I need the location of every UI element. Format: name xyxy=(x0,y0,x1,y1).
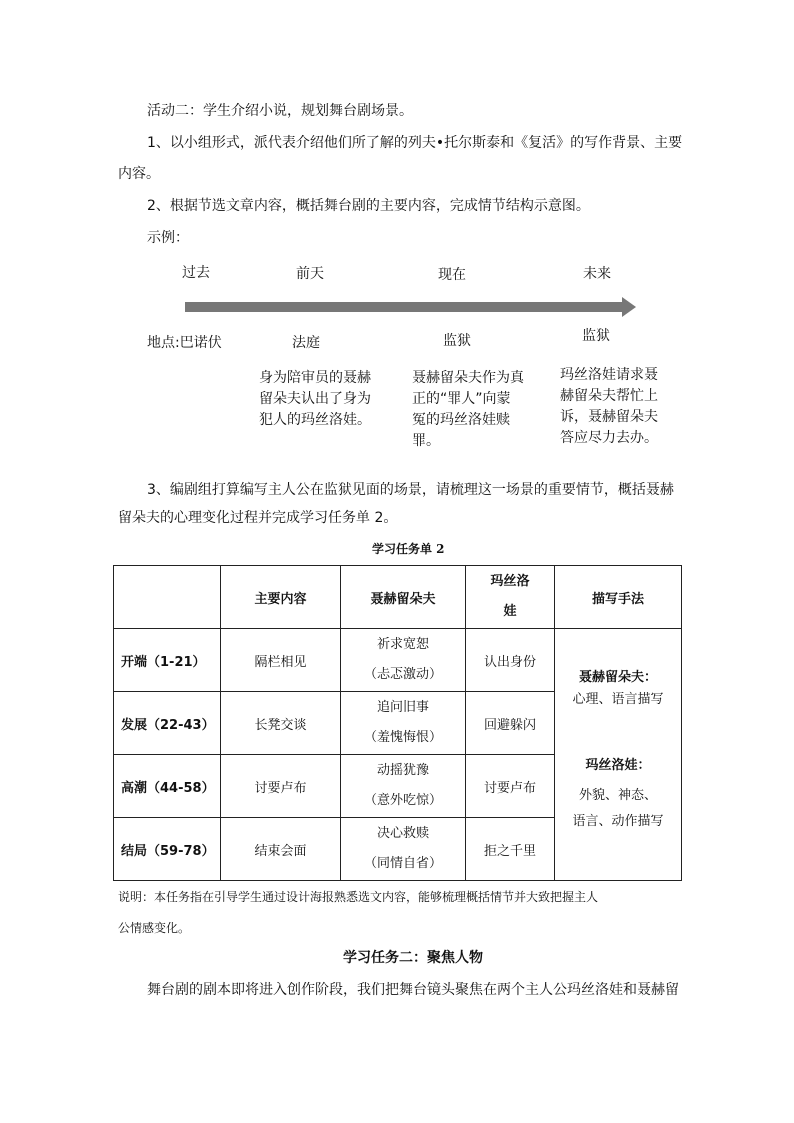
nekhlyudov-cell: 祈求宽恕 （忐忑激动） xyxy=(341,629,466,692)
content-cell: 长凳交谈 xyxy=(221,692,341,755)
nekhlyudov-cell: 追问旧事 （羞愧悔恨） xyxy=(341,692,466,755)
nekhlyudov-cell: 决心救赎 （同情自省） xyxy=(341,818,466,881)
example-label: 示例： xyxy=(147,230,189,246)
content-cell: 隔栏相见 xyxy=(221,629,341,692)
activity2-title: 活动二：学生介绍小说，规划舞台剧场景。 xyxy=(147,103,413,119)
item3-line2: 留朵夫的心理变化过程并完成学习任务单 2。 xyxy=(118,510,398,526)
task-table xyxy=(113,565,682,881)
note-line1: 说明：本任务指在引导学生通过设计海报熟悉选文内容，能够梳理概括情节并大致把握主人 xyxy=(118,890,599,904)
maslova-cell: 拒之千里 xyxy=(466,818,555,881)
item1-line2: 内容。 xyxy=(118,166,160,182)
event-1: 身为陪审员的聂赫留朵夫认出了身为犯人的玛丝洛娃。 xyxy=(259,370,371,428)
stage-cell: 开端（1-21） xyxy=(114,629,221,692)
stage-cell: 高潮（44-58） xyxy=(114,755,221,818)
maslova-cell: 回避躲闪 xyxy=(466,692,555,755)
task2-line1: 舞台剧的剧本即将进入创作阶段，我们把舞台镜头聚焦在两个主人公玛丝洛娃和聂赫留 xyxy=(147,982,679,998)
place-3: 监狱 xyxy=(443,333,471,349)
stage-cell: 发展（22-43） xyxy=(114,692,221,755)
table-caption: 学习任务单 2 xyxy=(372,542,445,556)
content-cell: 讨要卢布 xyxy=(221,755,341,818)
place-2: 法庭 xyxy=(292,335,320,351)
nekhlyudov-cell: 动摇犹豫 （意外吃惊） xyxy=(341,755,466,818)
place-4: 监狱 xyxy=(582,328,610,344)
event-2: 聂赫留朵夫作为真正的“罪人”向蒙冤的玛丝洛娃赎罪。 xyxy=(412,370,524,449)
item3-line1: 3、编剧组打算编写主人公在监狱见面的场景，请梳理这一场景的重要情节，概括聂赫 xyxy=(147,482,674,498)
header-content: 主要内容 xyxy=(221,566,341,629)
task2-heading: 学习任务二：聚焦人物 xyxy=(343,950,483,966)
header-nekhlyudov: 聂赫留朵夫 xyxy=(341,566,466,629)
event-3: 玛丝洛娃请求聂赫留朵夫帮忙上诉，聂赫留朵夫答应尽力去办。 xyxy=(560,367,658,446)
time-future: 未来 xyxy=(583,266,611,282)
content-cell: 结束会面 xyxy=(221,818,341,881)
timeline-arrow-line xyxy=(185,302,623,312)
time-now: 现在 xyxy=(438,267,466,283)
place-1: 地点:巴诺伏 xyxy=(147,335,222,351)
table-row xyxy=(114,629,682,692)
note-line2: 公情感变化。 xyxy=(118,921,191,935)
header-technique: 描写手法 xyxy=(555,566,682,629)
stage-cell: 结局（59-78） xyxy=(114,818,221,881)
technique-cell: 聂赫留朵夫： 心理、语言描写 玛丝洛娃： 外貌、神态、 语言、动作描写 xyxy=(555,629,682,881)
maslova-cell: 讨要卢布 xyxy=(466,755,555,818)
timeline-arrow-head-icon xyxy=(622,297,636,317)
maslova-cell: 认出身份 xyxy=(466,629,555,692)
header-maslova: 玛丝洛娃 xyxy=(466,566,555,629)
item2: 2、根据节选文章内容，概括舞台剧的主要内容，完成情节结构示意图。 xyxy=(147,198,590,214)
time-past: 过去 xyxy=(182,265,210,281)
time-day-before: 前天 xyxy=(296,266,324,282)
header-empty xyxy=(114,566,221,629)
item1-line1: 1、以小组形式，派代表介绍他们所了解的列夫•托尔斯泰和《复活》的写作背景、主要 xyxy=(147,135,683,151)
table-header-row xyxy=(114,566,682,629)
